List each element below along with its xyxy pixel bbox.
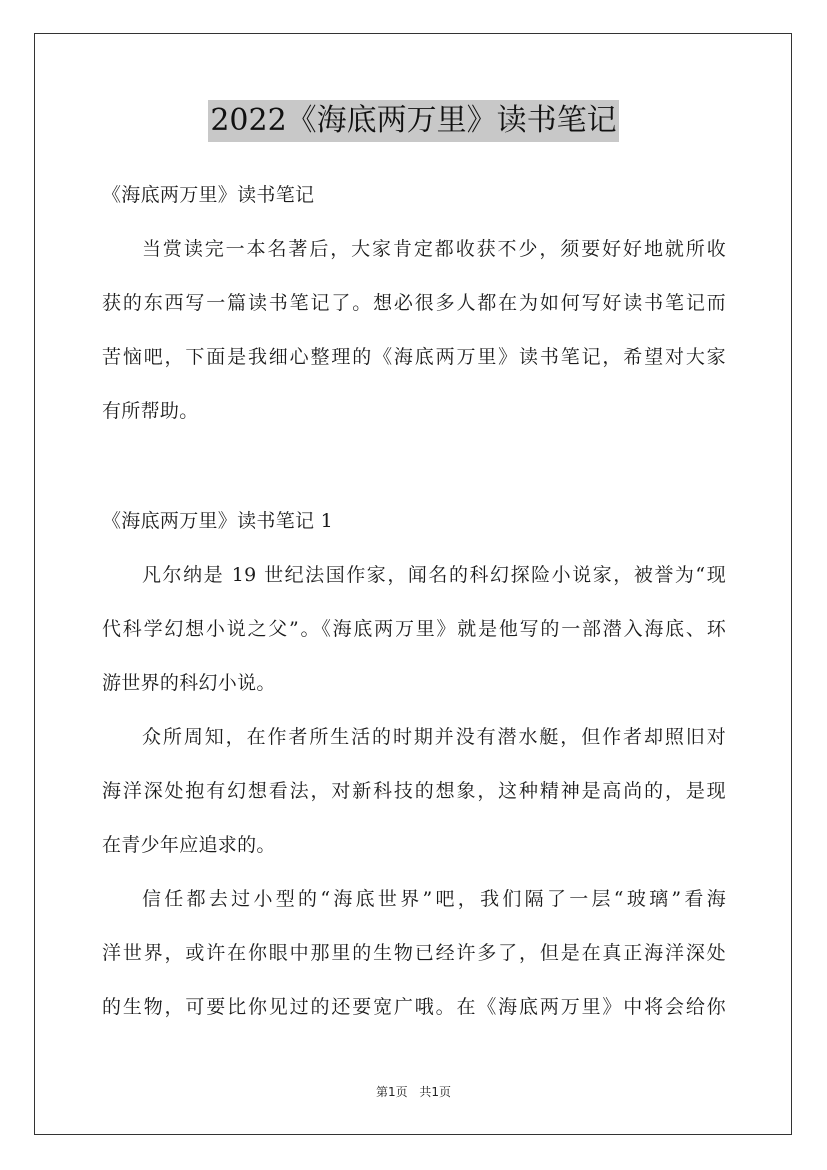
page-total: 共1页: [419, 1085, 452, 1099]
para2-line-3: 在青少年应追求的。: [102, 834, 276, 856]
para3-line-3: 的生物，可要比你见过的还要宽广哦。在《海底两万里》中将会给你: [102, 996, 726, 1018]
section-heading: 《海底两万里》读书笔记: [102, 184, 315, 206]
page-footer: [0, 1083, 827, 1100]
intro-line-1: 当赏读完一本名著后，大家肯定都收获不少，须要好好地就所收: [142, 238, 726, 260]
document-body: [102, 168, 726, 1034]
intro-line-3: 苦恼吧，下面是我细心整理的《海底两万里》读书笔记，希望对大家: [102, 346, 726, 368]
section-spacer: [102, 438, 726, 494]
para3-line-2: 洋世界，或许在你眼中那里的生物已经许多了，但是在真正海洋深处: [102, 942, 726, 964]
para1-line-1: 凡尔纳是 19 世纪法国作家，闻名的科幻探险小说家，被誉为“现: [142, 564, 726, 586]
section-heading-2: 《海底两万里》读书笔记 1: [102, 510, 334, 532]
para2-line-2: 海洋深处抱有幻想看法，对新科技的想象，这种精神是高尚的，是现: [102, 780, 726, 802]
para2-line-1: 众所周知，在作者所生活的时期并没有潜水艇，但作者却照旧对: [142, 726, 726, 748]
intro-line-2: 获的东西写一篇读书笔记了。想必很多人都在为如何写好读书笔记而: [102, 292, 726, 314]
intro-line-4: 有所帮助。: [102, 400, 199, 422]
title-container: [0, 100, 827, 142]
para1-line-2: 代科学幻想小说之父”。《海底两万里》就是他写的一部潜入海底、环: [102, 618, 726, 640]
para3-line-1: 信任都去过小型的“海底世界”吧，我们隔了一层“玻璃”看海: [142, 888, 726, 910]
para1-line-3: 游世界的科幻小说。: [102, 672, 276, 694]
page-number: 第1页: [375, 1085, 408, 1099]
document-title: 2022《海底两万里》读书笔记: [208, 100, 618, 142]
